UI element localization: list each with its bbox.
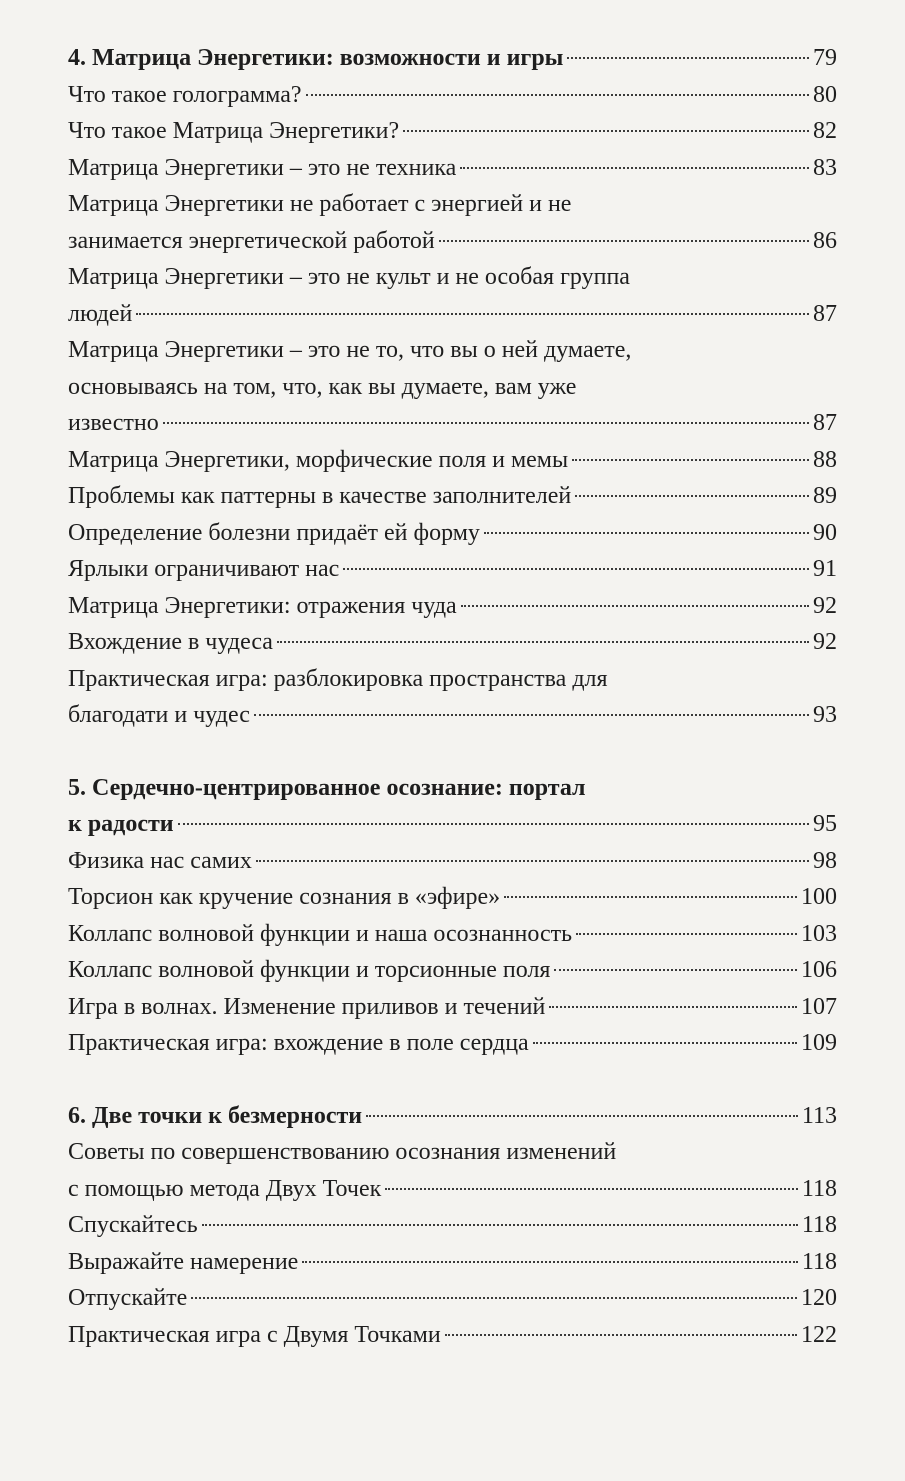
dot-leader [572, 459, 809, 461]
toc-entry-text-line: Практическая игра: разблокировка пространства для [68, 665, 608, 692]
dot-leader [504, 896, 797, 898]
toc-entry-label: Определение болезни придаёт ей форму [68, 519, 480, 546]
page-number: 87 [813, 410, 837, 436]
toc-entry-label: Матрица Энергетики, морфические поля и мемы [68, 446, 569, 473]
page-number: 79 [813, 45, 837, 71]
toc-entry[interactable] [68, 661, 837, 734]
page-number: 93 [813, 702, 837, 728]
toc-entry[interactable] [68, 989, 837, 1026]
toc-entry[interactable] [68, 515, 837, 552]
dot-leader [256, 860, 809, 862]
page-number: 88 [813, 446, 837, 473]
page-number: 113 [801, 1102, 837, 1129]
toc-section [68, 1098, 837, 1354]
dot-leader [575, 495, 809, 497]
page-number: 118 [801, 1175, 837, 1202]
toc-chapter-heading[interactable] [68, 770, 837, 843]
toc-entry[interactable] [68, 1025, 837, 1062]
toc-entry[interactable] [68, 588, 837, 625]
dot-leader [439, 240, 809, 242]
dot-leader [366, 1115, 798, 1117]
dot-leader [460, 167, 809, 169]
toc-entry[interactable] [68, 186, 837, 259]
toc-section [68, 770, 837, 1062]
dot-leader [343, 568, 809, 570]
toc-chapter-heading[interactable] [68, 1098, 837, 1135]
toc-chapter-heading[interactable] [68, 40, 837, 77]
page-number: 100 [801, 884, 837, 910]
toc-entry-text-line: основываясь на том, что, как вы думаете, вам уже [68, 373, 577, 400]
toc-entry-label: Матрица Энергетики: отражения чуда [68, 592, 457, 619]
dot-leader [178, 823, 809, 825]
dot-leader [403, 130, 809, 132]
page-number: 91 [813, 556, 837, 582]
dot-leader [554, 969, 797, 971]
page-number: 107 [801, 993, 837, 1020]
toc-entry[interactable] [68, 259, 837, 332]
toc-entry[interactable] [68, 916, 837, 953]
toc-entry-label: Игра в волнах. Изменение приливов и течений [68, 993, 546, 1020]
page-number: 109 [801, 1030, 837, 1056]
toc-entry[interactable] [68, 551, 837, 588]
page-number: 95 [813, 811, 837, 837]
page-number: 80 [813, 81, 837, 108]
page-number: 98 [813, 847, 837, 874]
toc-entry[interactable] [68, 77, 837, 114]
page-number: 120 [801, 1285, 837, 1311]
toc-entry-label: Выражайте намерение [68, 1248, 299, 1275]
page-number: 92 [813, 629, 837, 655]
page-number: 86 [813, 227, 837, 254]
toc-entry[interactable] [68, 150, 837, 187]
dot-leader [549, 1006, 797, 1008]
toc-entry-label: Практическая игра: вхождение в поле сердца [68, 1030, 529, 1056]
toc-entry[interactable] [68, 442, 837, 479]
toc-section [68, 40, 837, 734]
page-number: 82 [813, 118, 837, 144]
dot-leader [567, 57, 809, 59]
page-number: 87 [813, 300, 837, 327]
toc-entry-label: Физика нас самих [68, 847, 252, 874]
page-number: 122 [801, 1321, 837, 1348]
dot-leader [191, 1297, 797, 1299]
toc-entry-label: Отпускайте [68, 1285, 188, 1311]
toc-entry[interactable] [68, 843, 837, 880]
dot-leader [306, 94, 809, 96]
page-number: 90 [813, 519, 837, 546]
toc-entry[interactable] [68, 332, 837, 442]
toc-entry-text-line: 5. Сердечно-центрированное осознание: портал [68, 774, 586, 801]
toc-entry-label: Коллапс волновой функции и наша осознанность [68, 920, 573, 947]
toc-entry[interactable] [68, 1207, 837, 1244]
dot-leader [202, 1224, 798, 1226]
dot-leader [484, 532, 809, 534]
toc-entry-label: Проблемы как паттерны в качестве заполнителей [68, 483, 572, 509]
toc-entry-label: Спускайтесь [68, 1212, 198, 1238]
dot-leader [254, 714, 809, 716]
toc-entry-label: к радости [68, 811, 174, 837]
dot-leader [136, 313, 809, 315]
dot-leader [302, 1261, 798, 1263]
toc-entry[interactable] [68, 478, 837, 515]
page-number: 106 [801, 957, 837, 983]
toc-entry-label: Коллапс волновой функции и торсионные поля [68, 957, 551, 983]
dot-leader [163, 422, 809, 424]
page-number: 89 [813, 483, 837, 509]
toc-entry[interactable] [68, 1280, 837, 1317]
toc-entry-label: Практическая игра с Двумя Точками [68, 1321, 441, 1348]
dot-leader [445, 1334, 797, 1336]
toc-entry-label: благодати и чудес [68, 702, 250, 728]
toc-entry[interactable] [68, 879, 837, 916]
toc-entry-label: Что такое Матрица Энергетики? [68, 118, 400, 144]
toc-entry[interactable] [68, 1244, 837, 1281]
toc-entry-text-line: Матрица Энергетики не работает с энергией и не [68, 191, 572, 217]
toc-entry[interactable] [68, 952, 837, 989]
toc-entry-label: людей [68, 300, 133, 327]
page-number: 92 [813, 592, 837, 619]
toc-entry-text-line: Матрица Энергетики – это не то, что вы о ней думаете, [68, 337, 632, 363]
toc-entry-label: 6. Две точки к безмерности [68, 1102, 363, 1129]
page-number: 118 [801, 1212, 837, 1238]
toc-entry-label: известно [68, 410, 159, 436]
toc-entry[interactable] [68, 1317, 837, 1354]
toc-entry-text-line: Советы по совершенствованию осознания изменений [68, 1139, 617, 1165]
dot-leader [533, 1042, 797, 1044]
dot-leader [461, 605, 809, 607]
dot-leader [277, 641, 809, 643]
toc-entry[interactable] [68, 1134, 837, 1207]
toc-entry-label: Вхождение в чудеса [68, 629, 273, 655]
toc-entry-label: Что такое голограмма? [68, 81, 302, 108]
toc-entry-label: занимается энергетической работой [68, 227, 435, 254]
toc-entry-label: с помощью метода Двух Точек [68, 1175, 382, 1202]
page-number: 83 [813, 154, 837, 181]
toc-entry-label: Торсион как кручение сознания в «эфире» [68, 884, 501, 910]
toc-entry-label: Ярлыки ограничивают нас [68, 556, 340, 582]
page-number: 118 [801, 1248, 837, 1275]
toc-entry[interactable] [68, 624, 837, 661]
page-number: 103 [801, 920, 837, 947]
toc-entry-text-line: Матрица Энергетики – это не культ и не особая группа [68, 264, 630, 290]
dot-leader [385, 1188, 798, 1190]
toc-entry[interactable] [68, 113, 837, 150]
toc-entry-label: 4. Матрица Энергетики: возможности и игры [68, 45, 564, 71]
toc-entry-label: Матрица Энергетики – это не техника [68, 154, 457, 181]
dot-leader [576, 933, 797, 935]
